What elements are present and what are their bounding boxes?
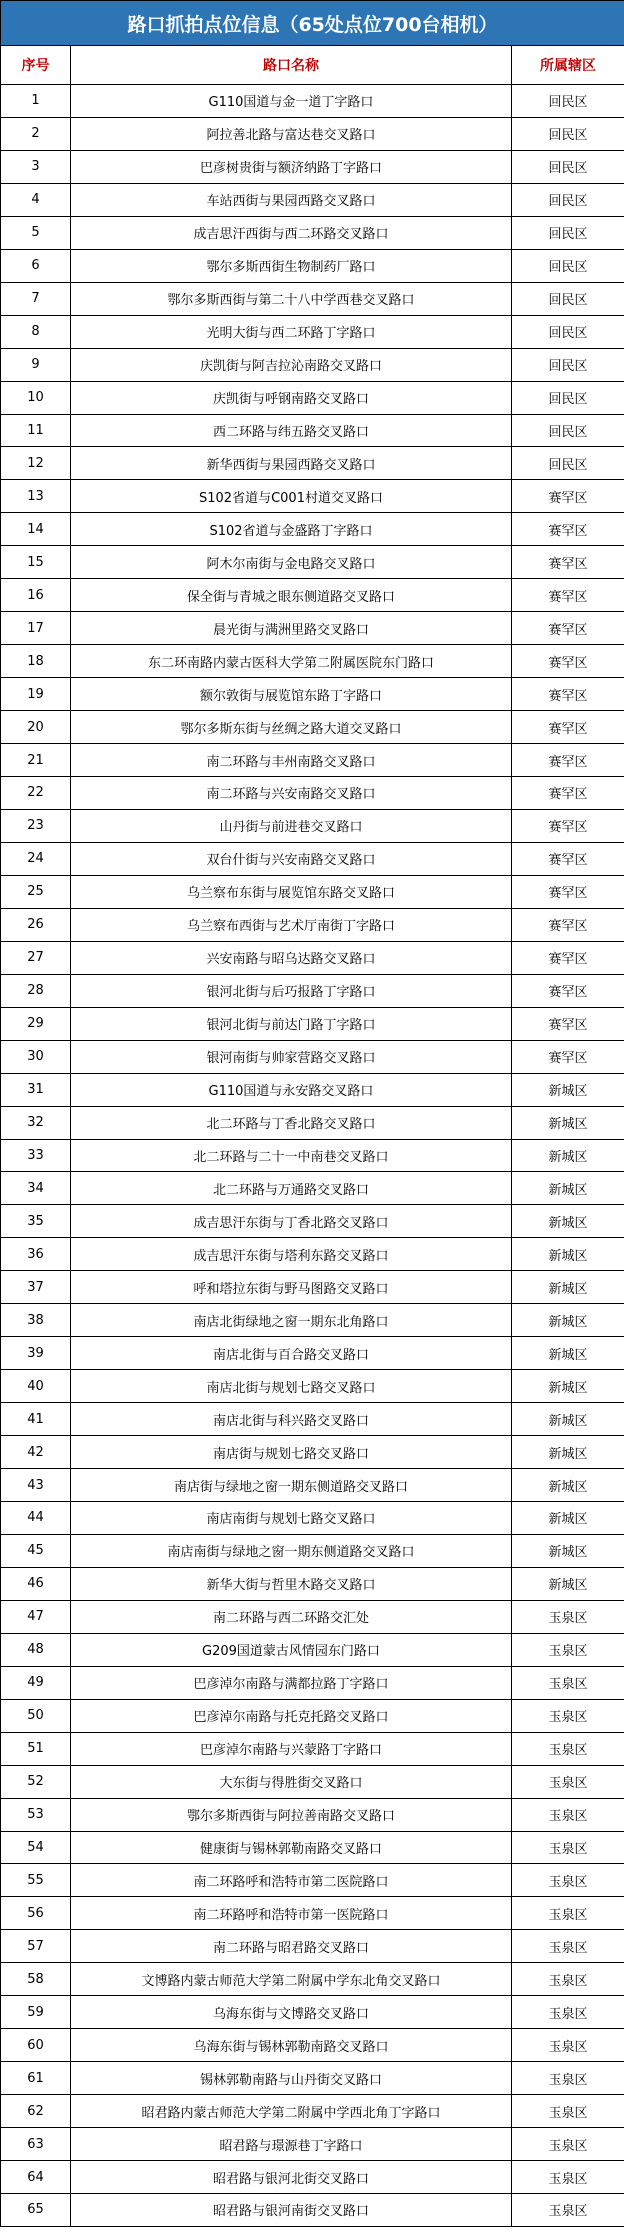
intersection-name: 锡林郭勒南路与山丹街交叉路口 [71, 2062, 512, 2095]
district: 玉泉区 [512, 1897, 624, 1930]
table-row [1, 645, 624, 678]
row-index: 28 [1, 974, 71, 1007]
row-index: 1 [1, 85, 71, 118]
row-index: 33 [1, 1139, 71, 1172]
table-row [1, 480, 624, 513]
intersection-name: G110国道与金一道丁字路口 [71, 85, 512, 118]
table-row [1, 216, 624, 249]
table-row [1, 1633, 624, 1666]
row-index: 52 [1, 1765, 71, 1798]
table-row [1, 249, 624, 282]
intersection-name: 南店北街绿地之窗一期东北角路口 [71, 1304, 512, 1337]
table-row [1, 381, 624, 414]
row-index: 62 [1, 2095, 71, 2128]
row-index: 25 [1, 875, 71, 908]
table-row [1, 2062, 624, 2095]
district: 回民区 [512, 282, 624, 315]
district: 赛罕区 [512, 1040, 624, 1073]
district: 新城区 [512, 1501, 624, 1534]
table-row [1, 1864, 624, 1897]
row-index: 29 [1, 1007, 71, 1040]
table-row [1, 348, 624, 381]
row-index: 21 [1, 744, 71, 777]
intersection-name: 北二环路与丁香北路交叉路口 [71, 1106, 512, 1139]
district: 玉泉区 [512, 2128, 624, 2161]
intersection-name: 南店北街与科兴路交叉路口 [71, 1403, 512, 1436]
row-index: 47 [1, 1600, 71, 1633]
district: 赛罕区 [512, 480, 624, 513]
row-index: 8 [1, 315, 71, 348]
intersection-name: 南二环路与西二环路交汇处 [71, 1600, 512, 1633]
table-row [1, 908, 624, 941]
district: 新城区 [512, 1139, 624, 1172]
table-row [1, 1271, 624, 1304]
intersection-name: 巴彦淖尔南路与满都拉路丁字路口 [71, 1666, 512, 1699]
table-row [1, 85, 624, 118]
row-index: 18 [1, 645, 71, 678]
intersection-name: 额尔敦街与展览馆东路丁字路口 [71, 678, 512, 711]
row-index: 22 [1, 777, 71, 810]
row-index: 24 [1, 842, 71, 875]
intersection-name: 庆凯街与呼钢南路交叉路口 [71, 381, 512, 414]
district: 玉泉区 [512, 1963, 624, 1996]
intersection-name: 南二环路与兴安南路交叉路口 [71, 777, 512, 810]
district: 赛罕区 [512, 579, 624, 612]
row-index: 63 [1, 2128, 71, 2161]
district: 赛罕区 [512, 809, 624, 842]
row-index: 36 [1, 1238, 71, 1271]
row-index: 9 [1, 348, 71, 381]
intersection-name: 阿木尔南街与金电路交叉路口 [71, 546, 512, 579]
table-row [1, 1040, 624, 1073]
district: 回民区 [512, 414, 624, 447]
table-row [1, 941, 624, 974]
table-row [1, 1567, 624, 1600]
table-row [1, 809, 624, 842]
district: 回民区 [512, 249, 624, 282]
table-row [1, 612, 624, 645]
table-row [1, 1732, 624, 1765]
table-row [1, 744, 624, 777]
table-row [1, 1963, 624, 1996]
row-index: 31 [1, 1073, 71, 1106]
row-index: 38 [1, 1304, 71, 1337]
district: 回民区 [512, 315, 624, 348]
row-index: 61 [1, 2062, 71, 2095]
district: 玉泉区 [512, 2194, 624, 2227]
district: 新城区 [512, 1073, 624, 1106]
row-index: 4 [1, 183, 71, 216]
row-index: 58 [1, 1963, 71, 1996]
table-row [1, 1469, 624, 1502]
table-row [1, 1600, 624, 1633]
intersection-name: 南二环路与昭君路交叉路口 [71, 1930, 512, 1963]
row-index: 53 [1, 1798, 71, 1831]
row-index: 40 [1, 1370, 71, 1403]
district: 玉泉区 [512, 1732, 624, 1765]
table-row [1, 1106, 624, 1139]
table-row [1, 117, 624, 150]
intersection-name: 南店南街与规划七路交叉路口 [71, 1501, 512, 1534]
district: 玉泉区 [512, 1600, 624, 1633]
table-row [1, 1370, 624, 1403]
table-row [1, 1699, 624, 1732]
intersection-name: 成吉思汗东街与丁香北路交叉路口 [71, 1205, 512, 1238]
intersection-name: 双台什街与兴安南路交叉路口 [71, 842, 512, 875]
intersection-name: 阿拉善北路与富达巷交叉路口 [71, 117, 512, 150]
intersection-name: 南店北街与规划七路交叉路口 [71, 1370, 512, 1403]
intersection-name: 鄂尔多斯西街生物制药厂路口 [71, 249, 512, 282]
table-title: 路口抓拍点位信息（65处点位700台相机） [1, 1, 624, 46]
district: 赛罕区 [512, 777, 624, 810]
district: 玉泉区 [512, 1930, 624, 1963]
row-index: 35 [1, 1205, 71, 1238]
table-row [1, 1501, 624, 1534]
row-index: 12 [1, 447, 71, 480]
district: 赛罕区 [512, 612, 624, 645]
intersection-name: 庆凯街与阿吉拉沁南路交叉路口 [71, 348, 512, 381]
table-row [1, 1205, 624, 1238]
table-row [1, 1139, 624, 1172]
district: 玉泉区 [512, 2062, 624, 2095]
row-index: 54 [1, 1831, 71, 1864]
row-index: 49 [1, 1666, 71, 1699]
row-index: 30 [1, 1040, 71, 1073]
intersection-name: 文博路内蒙古师范大学第二附属中学东北角交叉路口 [71, 1963, 512, 1996]
table-row [1, 447, 624, 480]
row-index: 45 [1, 1534, 71, 1567]
table-row [1, 1073, 624, 1106]
district: 新城区 [512, 1172, 624, 1205]
district: 赛罕区 [512, 546, 624, 579]
row-index: 46 [1, 1567, 71, 1600]
intersection-name: 乌兰察布西街与艺术厅南街丁字路口 [71, 908, 512, 941]
intersection-name: G110国道与永安路交叉路口 [71, 1073, 512, 1106]
intersection-name: 山丹街与前进巷交叉路口 [71, 809, 512, 842]
district: 赛罕区 [512, 974, 624, 1007]
intersection-name: 乌海东街与文博路交叉路口 [71, 1996, 512, 2029]
intersection-name: 南店北街与百合路交叉路口 [71, 1337, 512, 1370]
row-index: 41 [1, 1403, 71, 1436]
intersection-name: 北二环路与万通路交叉路口 [71, 1172, 512, 1205]
intersection-name: G209国道蒙古风情园东门路口 [71, 1633, 512, 1666]
district: 赛罕区 [512, 645, 624, 678]
district: 新城区 [512, 1337, 624, 1370]
district: 玉泉区 [512, 1864, 624, 1897]
intersection-name: 新华西街与果园西路交叉路口 [71, 447, 512, 480]
district: 玉泉区 [512, 1765, 624, 1798]
row-index: 48 [1, 1633, 71, 1666]
row-index: 65 [1, 2194, 71, 2227]
district: 回民区 [512, 150, 624, 183]
row-index: 3 [1, 150, 71, 183]
table-row [1, 150, 624, 183]
row-index: 51 [1, 1732, 71, 1765]
district: 赛罕区 [512, 744, 624, 777]
table-row [1, 2128, 624, 2161]
intersection-name: 巴彦淖尔南路与兴蒙路丁字路口 [71, 1732, 512, 1765]
intersection-name: 南二环路与丰州南路交叉路口 [71, 744, 512, 777]
table-row [1, 1007, 624, 1040]
intersection-name: 成吉思汗东街与塔利东路交叉路口 [71, 1238, 512, 1271]
district: 玉泉区 [512, 1633, 624, 1666]
district: 玉泉区 [512, 2161, 624, 2194]
intersection-name: 鄂尔多斯东街与丝绸之路大道交叉路口 [71, 711, 512, 744]
table-row [1, 1798, 624, 1831]
table-row [1, 1403, 624, 1436]
district: 玉泉区 [512, 1699, 624, 1732]
intersection-name: 昭君路与银河北街交叉路口 [71, 2161, 512, 2194]
district: 回民区 [512, 447, 624, 480]
intersection-name: 鄂尔多斯西街与第二十八中学西巷交叉路口 [71, 282, 512, 315]
table-row [1, 1765, 624, 1798]
district: 赛罕区 [512, 842, 624, 875]
row-index: 64 [1, 2161, 71, 2194]
row-index: 11 [1, 414, 71, 447]
district: 新城区 [512, 1271, 624, 1304]
district: 新城区 [512, 1567, 624, 1600]
table-row [1, 1337, 624, 1370]
row-index: 26 [1, 908, 71, 941]
table-row [1, 875, 624, 908]
intersection-name: S102省道与C001村道交叉路口 [71, 480, 512, 513]
intersection-name: 乌海东街与锡林郭勒南路交叉路口 [71, 2029, 512, 2062]
row-index: 7 [1, 282, 71, 315]
table-row [1, 579, 624, 612]
intersection-name: 银河南街与帅家营路交叉路口 [71, 1040, 512, 1073]
intersection-name: 大东街与得胜街交叉路口 [71, 1765, 512, 1798]
intersection-name: 鄂尔多斯西街与阿拉善南路交叉路口 [71, 1798, 512, 1831]
intersection-name: 成吉思汗西街与西二环路交叉路口 [71, 216, 512, 249]
intersection-name: 南店南街与绿地之窗一期东侧道路交叉路口 [71, 1534, 512, 1567]
table-row [1, 2095, 624, 2128]
intersection-name: 晨光街与满洲里路交叉路口 [71, 612, 512, 645]
table-header-row [1, 46, 624, 85]
district: 玉泉区 [512, 1666, 624, 1699]
district: 赛罕区 [512, 678, 624, 711]
intersection-name: 车站西街与果园西路交叉路口 [71, 183, 512, 216]
district: 回民区 [512, 183, 624, 216]
table-row [1, 1436, 624, 1469]
row-index: 27 [1, 941, 71, 974]
intersection-name: 东二环南路内蒙古医科大学第二附属医院东门路口 [71, 645, 512, 678]
district: 玉泉区 [512, 1798, 624, 1831]
table-row [1, 1238, 624, 1271]
intersection-name: 巴彦树贵街与额济纳路丁字路口 [71, 150, 512, 183]
row-index: 14 [1, 513, 71, 546]
table-row [1, 1831, 624, 1864]
row-index: 6 [1, 249, 71, 282]
intersection-name: 南店街与绿地之窗一期东侧道路交叉路口 [71, 1469, 512, 1502]
table-row [1, 2029, 624, 2062]
intersection-name: 银河北街与后巧报路丁字路口 [71, 974, 512, 1007]
district: 玉泉区 [512, 1996, 624, 2029]
district: 新城区 [512, 1436, 624, 1469]
row-index: 5 [1, 216, 71, 249]
district: 新城区 [512, 1205, 624, 1238]
table-row [1, 183, 624, 216]
row-index: 37 [1, 1271, 71, 1304]
row-index: 20 [1, 711, 71, 744]
table-row [1, 1666, 624, 1699]
intersection-name: 西二环路与纬五路交叉路口 [71, 414, 512, 447]
district: 回民区 [512, 85, 624, 118]
district: 玉泉区 [512, 2029, 624, 2062]
intersection-name: 乌兰察布东街与展览馆东路交叉路口 [71, 875, 512, 908]
row-index: 34 [1, 1172, 71, 1205]
intersection-name: 健康街与锡林郭勒南路交叉路口 [71, 1831, 512, 1864]
intersection-name: 南二环路呼和浩特市第二医院路口 [71, 1864, 512, 1897]
row-index: 39 [1, 1337, 71, 1370]
table-row [1, 974, 624, 1007]
row-index: 59 [1, 1996, 71, 2029]
district: 玉泉区 [512, 2095, 624, 2128]
district: 回民区 [512, 216, 624, 249]
row-index: 13 [1, 480, 71, 513]
district: 赛罕区 [512, 513, 624, 546]
table-row [1, 546, 624, 579]
district: 新城区 [512, 1304, 624, 1337]
row-index: 57 [1, 1930, 71, 1963]
intersection-name: 光明大街与西二环路丁字路口 [71, 315, 512, 348]
row-index: 32 [1, 1106, 71, 1139]
district: 新城区 [512, 1403, 624, 1436]
district: 回民区 [512, 381, 624, 414]
table-row [1, 513, 624, 546]
district: 玉泉区 [512, 1831, 624, 1864]
table-row [1, 315, 624, 348]
header-index: 序号 [1, 46, 71, 85]
intersection-name: 南店街与规划七路交叉路口 [71, 1436, 512, 1469]
intersection-name: 兴安南路与昭乌达路交叉路口 [71, 941, 512, 974]
table-row [1, 2194, 624, 2227]
row-index: 56 [1, 1897, 71, 1930]
row-index: 19 [1, 678, 71, 711]
row-index: 2 [1, 117, 71, 150]
table-row [1, 1172, 624, 1205]
district: 新城区 [512, 1469, 624, 1502]
row-index: 15 [1, 546, 71, 579]
row-index: 16 [1, 579, 71, 612]
intersection-name: 昭君路内蒙古师范大学第二附属中学西北角丁字路口 [71, 2095, 512, 2128]
intersection-name: 巴彦淖尔南路与托克托路交叉路口 [71, 1699, 512, 1732]
table-row [1, 678, 624, 711]
district: 新城区 [512, 1534, 624, 1567]
row-index: 42 [1, 1436, 71, 1469]
intersection-name: 北二环路与二十一中南巷交叉路口 [71, 1139, 512, 1172]
table-row [1, 414, 624, 447]
table-row [1, 1534, 624, 1567]
table-row [1, 842, 624, 875]
district: 新城区 [512, 1238, 624, 1271]
district: 赛罕区 [512, 1007, 624, 1040]
row-index: 17 [1, 612, 71, 645]
intersection-name: 昭君路与璟源巷丁字路口 [71, 2128, 512, 2161]
district: 回民区 [512, 348, 624, 381]
table-row [1, 1304, 624, 1337]
table-row [1, 711, 624, 744]
district: 赛罕区 [512, 875, 624, 908]
row-index: 23 [1, 809, 71, 842]
row-index: 50 [1, 1699, 71, 1732]
table-row [1, 1996, 624, 2029]
intersection-name: 银河北街与前达门路丁字路口 [71, 1007, 512, 1040]
district: 赛罕区 [512, 941, 624, 974]
table-row [1, 1930, 624, 1963]
intersection-name: 新华大街与哲里木路交叉路口 [71, 1567, 512, 1600]
row-index: 10 [1, 381, 71, 414]
header-intersection-name: 路口名称 [71, 46, 512, 85]
row-index: 55 [1, 1864, 71, 1897]
row-index: 43 [1, 1469, 71, 1502]
table-row [1, 777, 624, 810]
intersection-name: 呼和塔拉东街与野马图路交叉路口 [71, 1271, 512, 1304]
district: 新城区 [512, 1106, 624, 1139]
table-row [1, 282, 624, 315]
intersection-name: 南二环路呼和浩特市第一医院路口 [71, 1897, 512, 1930]
row-index: 60 [1, 2029, 71, 2062]
intersection-name: 昭君路与银河南街交叉路口 [71, 2194, 512, 2227]
table-title-row [1, 1, 624, 46]
header-district: 所属辖区 [512, 46, 624, 85]
district: 赛罕区 [512, 711, 624, 744]
row-index: 44 [1, 1501, 71, 1534]
district: 新城区 [512, 1370, 624, 1403]
table-row [1, 2161, 624, 2194]
district: 回民区 [512, 117, 624, 150]
intersection-name: S102省道与金盛路丁字路口 [71, 513, 512, 546]
table-row [1, 1897, 624, 1930]
intersection-name: 保全街与青城之眼东侧道路交叉路口 [71, 579, 512, 612]
district: 赛罕区 [512, 908, 624, 941]
